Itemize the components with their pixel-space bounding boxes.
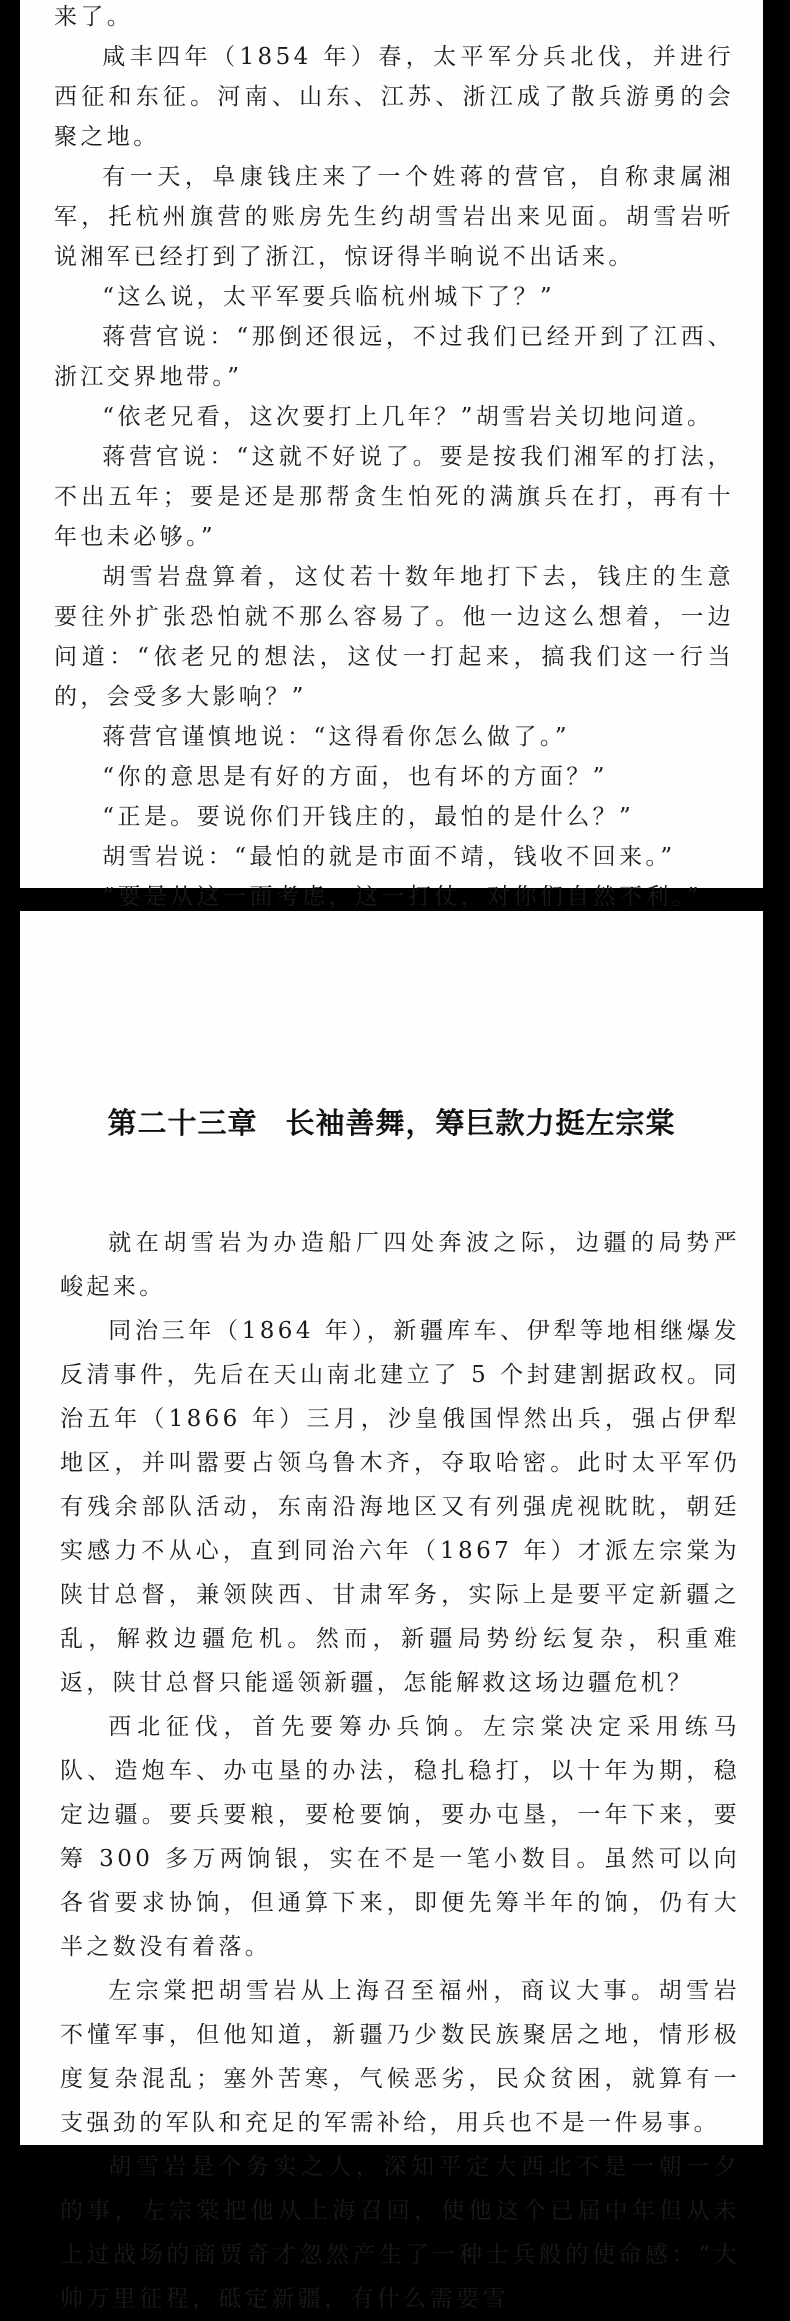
page-2-body-text [60,1221,740,2321]
paragraph: “正是。要说你们开钱庄的，最怕的是什么？” [102,804,635,830]
paragraph: 有一天，阜康钱庄来了一个姓蒋的营官，自称隶属湘军，托杭州旗营的账房先生约胡雪岩出来见面。胡雪岩听说湘军已经打到了浙江，惊讶得半晌说不出话来。 [54,164,734,270]
paragraph: 胡雪岩说：“最怕的就是市面不靖，钱收不回来。” [102,844,676,870]
paragraph: 胡雪岩盘算着，这仗若十数年地打下去，钱庄的生意要往外扩张恐怕就不那么容易了。他一边这么想着，一边问道：“依老兄的想法，这仗一打起来，搞我们这一行当的，会受多大影响？” [54,564,734,710]
paragraph: “这么说，太平军要兵临杭州城下了？” [102,284,556,310]
paragraph: 就在胡雪岩为办造船厂四处奔波之际，边疆的局势严峻起来。 [60,1230,740,1300]
paragraph: 蒋营官说：“这就不好说了。要是按我们湘军的打法，不出五年；要是还是那帮贪生怕死的满旗兵在打，再有十年也未必够。” [54,444,734,550]
paragraph: “依老兄看，这次要打上几年？”胡雪岩关切地问道。 [102,404,714,430]
chapter-title [20,1103,763,1143]
paragraph-continuation: 来了。 [54,4,134,30]
paragraph: 蒋营官谨慎地说：“这得看你怎么做了。” [102,724,570,750]
book-page-1 [20,0,763,910]
paragraph: 蒋营官说：“那倒还很远，不过我们已经开到了江西、浙江交界地带。” [54,324,734,390]
paragraph: 胡雪岩是个务实之人，深知平定大西北不是一朝一夕的事，左宗棠把他从上海召回，使他这个已届中年但从未上过战场的商贾奇才忽然产生了一种士兵般的使命感：“大帅万里征程，砥定新疆，有什么需要雪 [60,2154,740,2312]
chapter-heading: 长袖善舞，筹巨款力挺左宗棠 [285,1106,676,1140]
paragraph: 西北征伐，首先要筹办兵饷。左宗棠决定采用练马队、造炮车、办屯垦的办法，稳扎稳打，以十年为期，稳定边疆。要兵要粮，要枪要饷，要办屯垦，一年下来，要筹 300 多万两饷银，实在不是一笔小数目。虽然可以向各省要求协饷，但通算下来，即便先筹半年的饷，仍有大半之数没有着落。 [60,1714,740,1960]
book-page-2 [20,911,763,2312]
chapter-number: 第二十三章 [107,1106,258,1140]
paragraph: “要是从这一面考虑，这一打仗，对你们自然不利。” [102,884,702,910]
paragraph: 同治三年（1864 年），新疆库车、伊犁等地相继爆发反清事件，先后在天山南北建立了 5 个封建割据政权。同治五年（1866 年）三月，沙皇俄国悍然出兵，强占伊犁地区，并叫嚣要占领乌鲁木齐，夺取哈密。此时太平军仍有残余部队活动，东南沿海地区又有列强虎视眈眈，朝廷实感力不从心，直到同治六年（1867 年）才派左宗棠为陕甘总督，兼领陕西、甘肃军务，实际上是要平定新疆之乱，解救边疆危机。然而，新疆局势纷纭复杂，积重难返，陕甘总督只能遥领新疆，怎能解救这场边疆危机？ [60,1318,740,1696]
paragraph: 咸丰四年（1854 年）春，太平军分兵北伐，并进行西征和东征。河南、山东、江苏、浙江成了散兵游勇的会聚之地。 [54,44,734,150]
paragraph: 左宗棠把胡雪岩从上海召至福州，商议大事。胡雪岩不懂军事，但他知道，新疆乃少数民族聚居之地，情形极度复杂混乱；塞外苦寒，气候恶劣，民众贫困，就算有一支强劲的军队和充足的军需补给，用兵也不是一件易事。 [60,1978,740,2136]
paragraph: “你的意思是有好的方面，也有坏的方面？” [102,764,608,790]
page-1-body-text [54,0,734,917]
